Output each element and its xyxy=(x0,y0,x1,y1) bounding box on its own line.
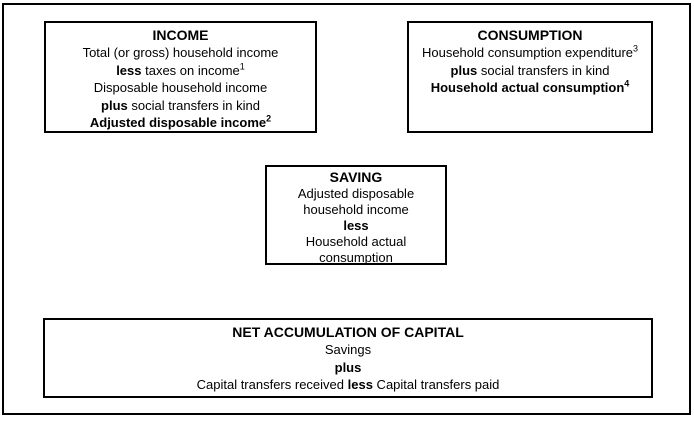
saving-line-2 xyxy=(267,202,445,218)
capital-line-3-text-b: Capital transfers paid xyxy=(372,377,500,392)
income-line-1 xyxy=(46,44,315,62)
capital-line-2-keyword: plus xyxy=(334,359,362,375)
capital-line-3-text-a: Capital transfers received xyxy=(196,377,348,392)
income-line-2-text: taxes on income xyxy=(141,62,240,78)
capital-box-title: NET ACCUMULATION OF CAPITAL xyxy=(232,324,464,340)
income-line-3 xyxy=(46,79,315,97)
saving-box xyxy=(265,165,447,265)
income-line-3-text: Disposable household income xyxy=(93,80,268,95)
consumption-box xyxy=(407,21,653,133)
consumption-box-title: CONSUMPTION xyxy=(477,27,583,43)
saving-line-1 xyxy=(267,186,445,202)
income-line-4-keyword: plus xyxy=(101,97,128,113)
income-line-5-text: Adjusted disposable income xyxy=(89,115,267,130)
income-line-4 xyxy=(46,97,315,115)
capital-line-3-keyword: less xyxy=(347,377,373,392)
capital-line-1 xyxy=(45,341,651,359)
net-accumulation-of-capital-box xyxy=(43,318,653,398)
consumption-line-3 xyxy=(409,79,651,97)
income-line-2-footnote: 1 xyxy=(239,61,245,72)
income-line-1-text: Total (or gross) household income xyxy=(82,45,279,60)
saving-box-title: SAVING xyxy=(329,169,383,185)
consumption-line-1-footnote: 3 xyxy=(633,43,639,54)
consumption-line-3-text: Household actual consumption xyxy=(430,80,625,95)
capital-line-1-text: Savings xyxy=(324,342,372,357)
saving-line-3-keyword: less xyxy=(343,218,369,233)
income-line-5-footnote: 2 xyxy=(266,113,272,124)
consumption-line-2-text: social transfers in kind xyxy=(477,62,610,78)
income-line-5 xyxy=(46,114,315,132)
income-box xyxy=(44,21,317,133)
income-box-title: INCOME xyxy=(152,27,209,43)
consumption-line-1-text: Household consumption expenditure xyxy=(421,45,633,60)
income-line-4-text: social transfers in kind xyxy=(127,97,260,113)
income-line-2 xyxy=(46,62,315,80)
consumption-line-2-keyword: plus xyxy=(450,62,478,78)
consumption-line-3-footnote: 4 xyxy=(624,78,630,89)
consumption-line-2 xyxy=(409,62,651,80)
saving-line-5 xyxy=(267,250,445,266)
saving-line-1-text: Adjusted disposable xyxy=(297,186,415,201)
consumption-line-1 xyxy=(409,44,651,62)
saving-line-2-text: household income xyxy=(303,202,409,217)
saving-line-3 xyxy=(267,218,445,234)
capital-line-3 xyxy=(45,376,651,394)
saving-line-4 xyxy=(267,234,445,250)
income-line-2-keyword: less xyxy=(116,62,142,78)
saving-line-4-text: Household actual xyxy=(305,234,407,249)
capital-line-2 xyxy=(45,359,651,377)
saving-line-5-text: consumption xyxy=(319,250,393,265)
